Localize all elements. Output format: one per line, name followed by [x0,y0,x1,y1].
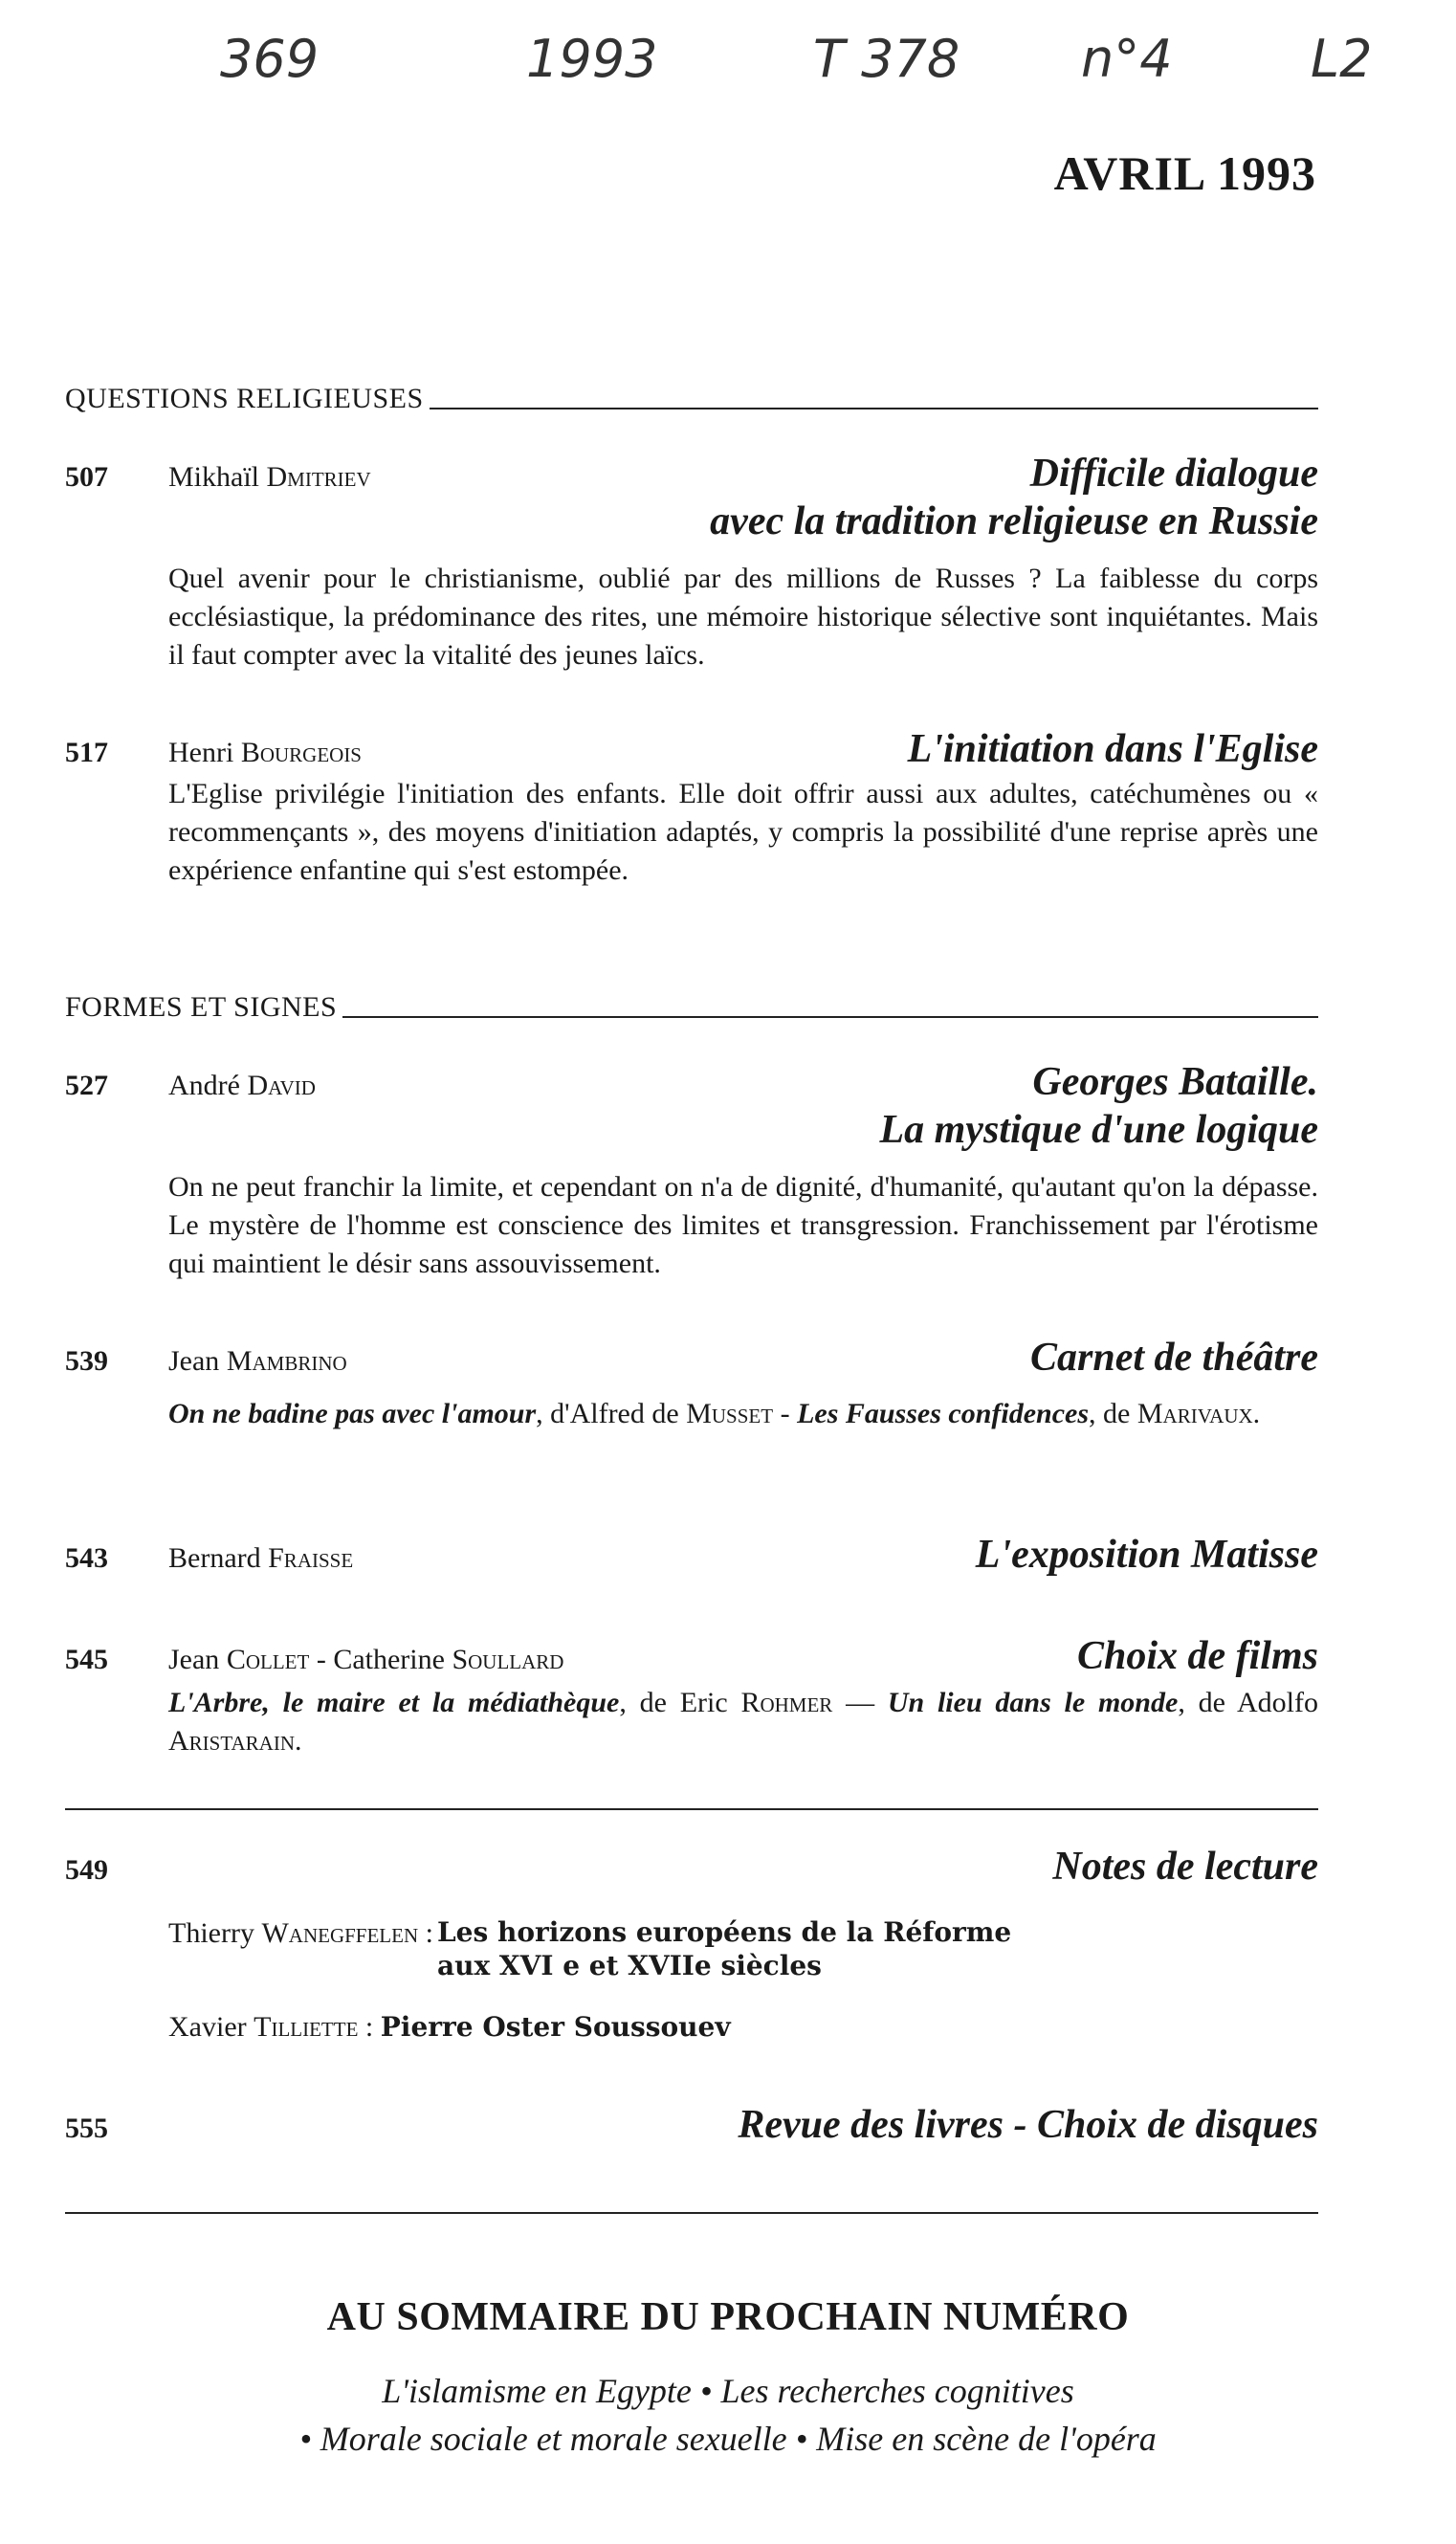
author-last-name: Mambrino [226,1345,347,1377]
article-title[interactable] [168,1843,1318,1891]
toc-entry-517 [65,725,1318,890]
page-number: 539 [65,1345,108,1377]
author-last-name: Tilliette [254,2011,359,2043]
handwritten-issue: n°4 [1081,29,1173,89]
author-last-name: David [247,1070,316,1101]
author-last-name: Soullard [452,1644,564,1675]
author-last-name: Wanegffelen [261,1917,419,1949]
author-last-name: Collet [226,1644,310,1675]
text-fragment: : [418,1917,433,1949]
article-title[interactable] [316,1058,1318,1155]
handwritten-volume: T 378 [813,29,960,89]
page-number: 507 [65,461,108,493]
toc-entry-543 [65,1531,1318,1579]
note-author [168,1915,433,1982]
divider-rule [65,2212,1318,2214]
article-author [168,450,371,494]
page-number: 555 [65,2113,108,2144]
work-author: Aristarain [168,1725,295,1758]
article-abstract: On ne peut franchir la limite, et cependant on n'a de dignité, d'humanité, qu'autant qu'on la dépasse. Le mystère de l'homme est conscience des limites et transgression. Franchissement par l'érotisme qui maintient le désir sans assouvissement. [168,1170,1318,1279]
author-last-name: Dmitriev [266,461,371,493]
page-number: 517 [65,737,108,768]
note-work: Pierre Oster Soussouev [380,2011,731,2043]
reading-note-2 [168,2009,1318,2046]
page-number: 549 [65,1854,108,1886]
text-fragment: — [832,1687,888,1719]
section-rule [342,1016,1318,1018]
handwritten-shelf: L2 [1311,29,1373,89]
text-fragment: , de [1089,1398,1137,1430]
handwritten-number: 369 [220,29,320,89]
work-title: Les Fausses confidences [797,1398,1090,1430]
page-number: 545 [65,1644,108,1675]
next-issue-heading: AU SOMMAIRE DU PROCHAIN NUMÉRO [326,2295,1130,2339]
title-line: Revue des livres - Choix de disques [738,2103,1318,2147]
work-title: Un lieu dans le monde [887,1687,1179,1719]
reading-note-1 [168,1915,1318,1982]
issue-date: AVRIL 1993 [1053,146,1316,200]
author-last-name: Bourgeois [240,737,362,768]
section-rule [430,408,1318,409]
text-fragment: , d'Alfred de [536,1398,687,1430]
article-title[interactable] [362,725,1318,773]
text-fragment: : [358,2011,381,2043]
author-last-name: Fraisse [268,1542,354,1574]
divider-rule [65,1808,1318,1810]
next-issue-line: L'islamisme en Egypte • Les recherches cognitives [382,2372,1074,2410]
article-author [168,1632,563,1676]
section-title: FORMES ET SIGNES [65,991,338,1023]
section-forms-heading [65,991,1318,1024]
toc-entry-549 [65,1843,1318,1891]
title-line: Notes de lecture [1052,1845,1318,1889]
next-issue-line: • Morale sociale et morale sexuelle • Mise en scène de l'opéra [299,2420,1157,2458]
page-number: 543 [65,1542,108,1574]
handwritten-annotations [0,29,1456,105]
work-line: Les horizons européens de la Réforme [436,1916,1012,1948]
article-title[interactable] [347,1334,1318,1382]
toc-entry-555 [65,2101,1318,2149]
author-first-name: Mikhaïl [168,461,259,493]
title-line: L'initiation dans l'Eglise [907,727,1318,771]
author-first-name: André [168,1070,240,1101]
article-title[interactable] [371,450,1318,546]
text-fragment: , de Eric [619,1687,741,1719]
author-first-name: Thierry [168,1917,254,1949]
toc-entry-527 [65,1058,1318,1282]
title-line: Carnet de théâtre [1030,1336,1318,1380]
title-line: avec la tradition religieuse en Russie [710,499,1318,544]
work-author: Marivaux [1136,1398,1253,1430]
text-fragment: . [295,1725,302,1758]
article-abstract: L'Eglise privilégie l'initiation des enfants. Elle doit offrir aussi aux adultes, catéchumènes ou « recommençants », des moyens d'initiation adaptés, y compris la possibilité d'une reprise après une expérience enfantine qui s'est estompée. [168,778,1318,887]
author-first-name: Jean [168,1644,220,1675]
work-author: Musset [686,1398,774,1430]
toc-entry-539 [65,1334,1318,1433]
author-first-name: Jean [168,1345,220,1377]
author-first-name: Catherine [333,1644,445,1675]
article-author [168,1531,353,1575]
title-line: Difficile dialogue [1029,452,1318,496]
article-title[interactable] [563,1632,1318,1680]
toc-entry-545 [65,1632,1318,1760]
author-first-name: Henri [168,737,234,768]
section-title: QUESTIONS RELIGIEUSES [65,383,424,414]
article-author [168,1334,347,1378]
work-title: L'Arbre, le maire et la médiathèque [168,1687,620,1719]
handwritten-year: 1993 [526,29,658,89]
work-line: aux XVI e et XVIIe siècles [436,1950,822,1981]
work-title: On ne badine pas avec l'amour [168,1398,537,1430]
title-line: L'exposition Matisse [975,1533,1318,1577]
text-fragment: , de Adolfo [1178,1687,1319,1719]
section-religious-heading [65,383,1318,415]
author-first-name: Xavier [168,2011,247,2043]
author-first-name: Bernard [168,1542,261,1574]
article-title[interactable] [353,1531,1318,1579]
title-line: La mystique d'une logique [879,1108,1318,1153]
article-title[interactable] [168,2101,1318,2149]
text-fragment: - [773,1398,798,1430]
article-abstract: Quel avenir pour le christianisme, oublié par des millions de Russes ? La faiblesse du corps ecclésiastique, la prédominance des rites, une mémoire historique sélective sont inquiétantes. Mais il faut compter avec la vitalité des jeunes laïcs. [168,562,1318,671]
note-work [433,1915,1011,1982]
toc-entry-507 [65,450,1318,674]
text-fragment: - [309,1644,334,1675]
article-author [168,1058,316,1102]
article-subjects [168,1395,1318,1433]
text-fragment: . [1252,1398,1261,1430]
article-subjects [168,1684,1318,1760]
title-line: Georges Bataille. [1032,1060,1318,1104]
page-number: 527 [65,1070,108,1101]
article-author [168,725,362,769]
work-author: Rohmer [740,1687,833,1719]
title-line: Choix de films [1076,1634,1318,1678]
